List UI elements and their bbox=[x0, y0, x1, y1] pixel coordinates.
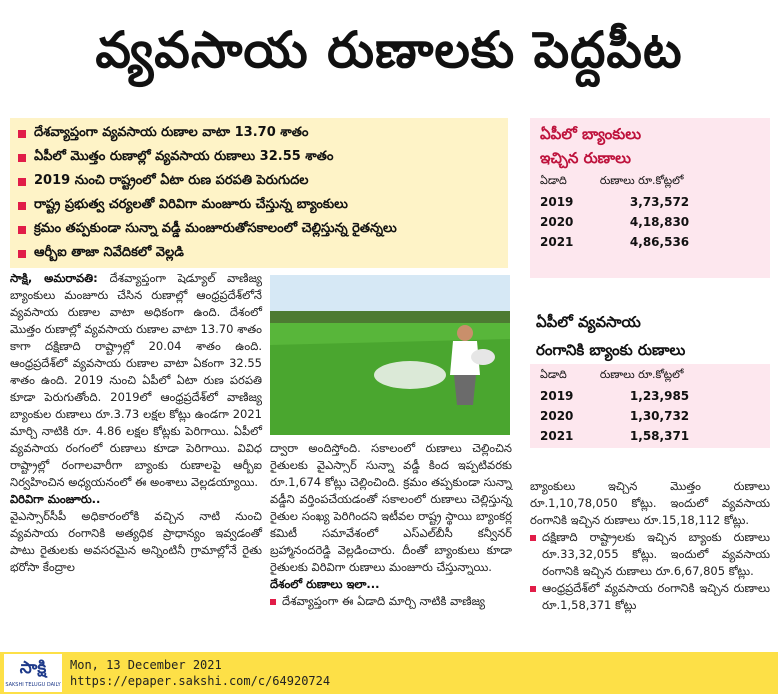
sub-heading: దేశంలో రుణాలు ఇలా... bbox=[270, 577, 380, 591]
footer-meta bbox=[70, 657, 330, 689]
value-cell: 3,73,572 bbox=[629, 195, 690, 209]
table-row bbox=[540, 406, 760, 426]
col-year-header: ఏడాది bbox=[540, 174, 567, 187]
bullet-text: క్రమం తప్పకుండా సున్నా వడ్డీ మంజూరుతోసకాలంలో చెల్లిస్తున్న రైతన్నలు bbox=[34, 221, 397, 236]
farmer-illustration bbox=[270, 275, 510, 435]
col-year-header: ఏడాది bbox=[540, 368, 567, 381]
table-row bbox=[540, 426, 760, 446]
bullet-item bbox=[18, 194, 500, 218]
bullet-icon bbox=[530, 586, 536, 592]
article-text: దేశవ్యాప్తంగా ఈ ఏడాది మార్చి నాటికి వాణిజ్య bbox=[282, 594, 486, 608]
bullet-text: రాష్ట్ర ప్రభుత్వ చర్యలతో విరివిగా మంజూరు చేస్తున్న బ్యాంకులు bbox=[34, 197, 348, 212]
article-text: బ్యాంకులు ఇచ్చిన మొత్తం రుణాలు రూ.1,10,78,050 కోట్లు. ఇందులో వ్యవసాయ రంగానికి ఇచ్చిన రుణాలు రూ.15,18,112 కోట్లు. bbox=[530, 479, 770, 527]
article-column-2 bbox=[270, 440, 512, 610]
article-text: వైఎస్సార్‌సీపీ అధికారంలోకి వచ్చిన నాటి నుంచి వ్యవసాయ రంగానికి అత్యధిక ప్రాధాన్యం ఇవ్వడంతో పాటు రైతులకు అవసరమైన అన్నింటినీ గ్రామాల్లోనే రైతు భరోసా కేంద్రాల bbox=[10, 509, 262, 574]
source-url[interactable]: https://epaper.sakshi.com/c/64920724 bbox=[70, 674, 331, 688]
bullet-icon bbox=[18, 154, 26, 162]
value-cell: 4,18,830 bbox=[629, 215, 690, 229]
bullet-icon bbox=[18, 130, 26, 138]
bullet-icon bbox=[18, 250, 26, 258]
box-title: ఏపీలో వ్యవసాయ bbox=[530, 308, 770, 336]
bullet-item bbox=[18, 218, 500, 242]
value-cell: 4,86,536 bbox=[629, 235, 690, 249]
year-cell: 2021 bbox=[540, 429, 574, 443]
list-item bbox=[270, 593, 512, 610]
footer-bar bbox=[0, 652, 778, 694]
bullet-item bbox=[18, 146, 500, 170]
article-text: దేశవ్యాప్తంగా షెడ్యూల్ వాణిజ్య బ్యాంకులు మంజూరు చేసిన రుణాల్లో ఆంధ్రప్రదేశ్‌లోనే వ్యవసాయ రుణాల వాటా అధికంగా ఉంది. దేశంలో మొత్తం రుణాల్లో వ్యవసాయ రుణాల వాటా 13.70 శాతం కాగా దక్షిణాది రాష్ట్రాల్లో 20.04 శాతం ఉంది. ఆంధ్రప్రదేశ్‌లో వ్యవసాయ రుణాల వాటా ఏకంగా 32.55 శాతం ఉంది. 2019 నుంచి ఏపీలో ఏటా రుణ పరపతి కూడా పెరుగుతోంది. 2019లో ఆంధ్రప్రదేశ్‌లో వాణిజ్య బ్యాంకుల రుణాలు రూ.3.73 లక్షల కోట్లు ఉండగా 2021 మార్చి నాటికి రూ. 4.86 లక్షల కోట్లకు పెరిగాయి. ఏపీలో వ్యవసాయ రంగంలో రుణాలు కూడా పెరిగాయి. వివిధ రాష్ట్రాల్లో రంగాలవారీగా బ్యాంకు రుణాలపై ఆర్బీఐ నిర్వహించిన అధ్యయనంలో ఈ అంశాలు వెల్లడయ్యాయి. bbox=[10, 271, 262, 489]
article-text: దక్షిణాది రాష్ట్రాలకు ఇచ్చిన బ్యాంకు రుణాలు రూ.33,32,055 కోట్లు. ఇందులో వ్యవసాయ రంగానికి ఇచ్చిన రుణాలు రూ.6,67,805 కోట్లు. bbox=[542, 530, 770, 578]
year-cell: 2019 bbox=[540, 389, 574, 403]
article-text: ఆంధ్రప్రదేశ్‌లో వ్యవసాయ రంగానికి ఇచ్చిన రుణాలు రూ.1,58,371 కోట్లు bbox=[542, 581, 770, 612]
bullet-icon bbox=[18, 226, 26, 234]
bullet-item bbox=[18, 122, 500, 146]
bullet-text: ఏపీలో మొత్తం రుణాల్లో వ్యవసాయ రుణాలు 32.55 శాతం bbox=[34, 149, 334, 164]
sub-heading: విరివిగా మంజూరు.. bbox=[10, 492, 101, 506]
bank-loans-table bbox=[540, 170, 760, 252]
table-row bbox=[540, 212, 760, 232]
year-cell: 2020 bbox=[540, 215, 574, 229]
sakshi-logo[interactable] bbox=[4, 654, 62, 692]
bullet-text: 2019 నుంచి రాష్ట్రంలో ఏటా రుణ పరపతి పెరుగుదల bbox=[34, 173, 309, 188]
agri-loans-table bbox=[540, 364, 760, 446]
year-cell: 2021 bbox=[540, 235, 574, 249]
agri-loans-box bbox=[530, 308, 770, 448]
article-column-3 bbox=[530, 478, 770, 614]
bullet-icon bbox=[18, 202, 26, 210]
table-row bbox=[540, 232, 760, 252]
logo-subtext: SAKSHI TELUGU DAILY bbox=[5, 682, 61, 688]
year-cell: 2019 bbox=[540, 195, 574, 209]
logo-text: సాక్షి bbox=[19, 658, 47, 678]
bullet-item bbox=[18, 170, 500, 194]
bullet-icon bbox=[18, 178, 26, 186]
table-row bbox=[540, 192, 760, 212]
dateline: సాక్షి, అమరావతి: bbox=[10, 271, 110, 285]
summary-bullets bbox=[10, 118, 508, 268]
bullet-icon bbox=[530, 535, 536, 541]
publish-date: Mon, 13 December 2021 bbox=[70, 658, 222, 672]
value-cell: 1,30,732 bbox=[629, 409, 690, 423]
list-item bbox=[530, 580, 770, 614]
col-value-header: రుణాలు రూ.కోట్లలో bbox=[599, 368, 684, 381]
value-cell: 1,23,985 bbox=[629, 389, 690, 403]
col-value-header: రుణాలు రూ.కోట్లలో bbox=[599, 174, 684, 187]
bullet-item bbox=[18, 242, 500, 266]
bullet-text: ఆర్బీఐ తాజా నివేదికలో వెల్లడి bbox=[34, 245, 184, 260]
box-subtitle: ఇచ్చిన రుణాలు bbox=[540, 149, 631, 167]
list-item bbox=[530, 529, 770, 580]
article-column-1 bbox=[10, 270, 262, 576]
bullet-text: దేశవ్యాప్తంగా వ్యవసాయ రుణాల వాటా 13.70 శాతం bbox=[34, 125, 309, 140]
box-title: ఏపీలో బ్యాంకులు bbox=[540, 125, 642, 143]
bullet-icon bbox=[270, 599, 276, 605]
value-cell: 1,58,371 bbox=[629, 429, 690, 443]
year-cell: 2020 bbox=[540, 409, 574, 423]
farmer-photo bbox=[270, 275, 510, 435]
article-text: ద్వారా అందిస్తోంది. సకాలంలో రుణాలు చెల్లించిన రైతులకు వైఎస్సార్ సున్నా వడ్డీ కింద ఇప్పటివరకు రూ.1,674 కోట్లు చెల్లించింది. క్రమం తప్పకుండా సున్నా వడ్డీని వర్తింపచేయడంతో సకాలంలో రుణాలు చెల్లిస్తున్న రైతుల సంఖ్య పెరిగిందని ఇటీవల రాష్ట్ర స్థాయి బ్యాంకర్ల కమిటీ సమావేశంలో ఎస్‌ఎల్‌బీసీ కన్వీనర్ బ్రహ్మానందరెడ్డి వెల్లడించారు. దీంతో బ్యాంకులు కూడా రైతులకు విరివిగా రుణాలు మంజూరు చేస్తున్నాయి. bbox=[270, 441, 512, 574]
table-row bbox=[540, 386, 760, 406]
headline: వ్యవసాయ రుణాలకు పెద్దపీట bbox=[95, 20, 683, 79]
box-subtitle: రంగానికి బ్యాంకు రుణాలు bbox=[530, 336, 770, 364]
bank-loans-box bbox=[530, 118, 770, 278]
